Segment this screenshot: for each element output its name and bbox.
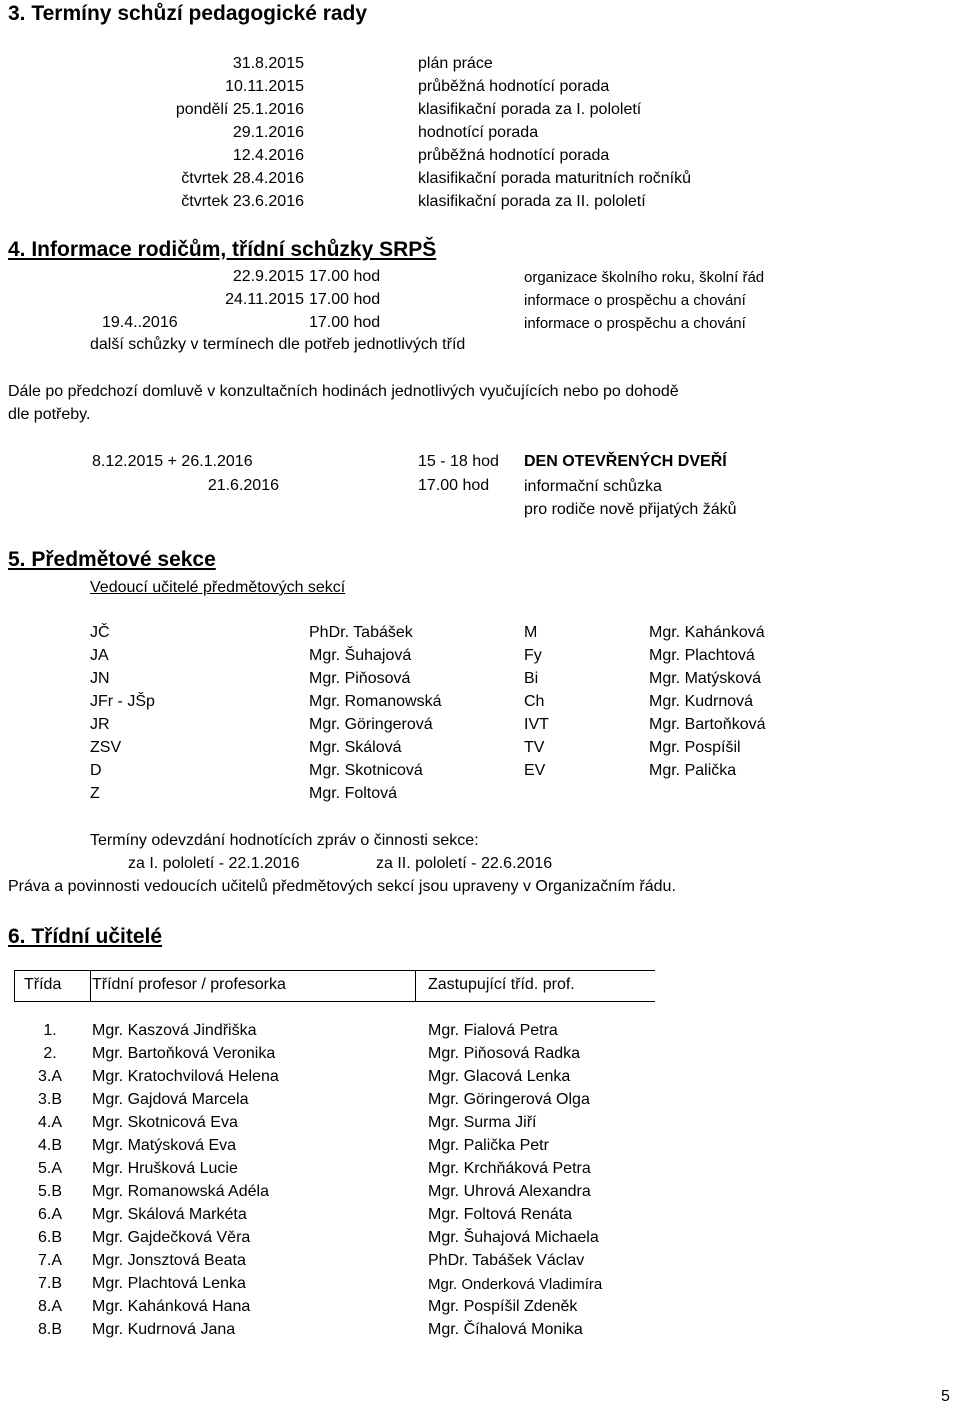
- class-cell: 6.B: [37, 1229, 62, 1246]
- meeting-description: plán práce: [418, 55, 493, 72]
- section-subject: TV: [524, 739, 545, 756]
- class-teacher-cell: Mgr. Gajdečková Věra: [92, 1229, 251, 1246]
- section-6-title: 6. Třídní učitelé: [8, 925, 163, 948]
- parent-meeting-date: 22.9.2015: [232, 268, 304, 285]
- deputy-teacher-cell: Mgr. Pospíšil Zdeněk: [428, 1298, 578, 1315]
- deputy-teacher-cell: Mgr. Palička Petr: [428, 1137, 549, 1154]
- class-teacher-cell: Mgr. Gajdová Marcela: [92, 1091, 249, 1108]
- section-subject: JFr - JŠp: [90, 693, 155, 710]
- section-subject: Fy: [524, 647, 542, 664]
- section-subject: Z: [90, 785, 100, 802]
- further-meetings-note: další schůzky v termínech dle potřeb jednotlivých tříd: [90, 336, 466, 353]
- page-number: 5: [941, 1388, 950, 1405]
- class-cell: 7.A: [37, 1252, 62, 1269]
- section-subject: JČ: [90, 624, 110, 641]
- open-day-label: DEN OTEVŘENÝCH DVEŘÍ: [524, 453, 727, 470]
- section-subject: D: [90, 762, 102, 779]
- section-subject: JR: [90, 716, 110, 733]
- open-day-date: 8.12.2015 + 26.1.2016: [92, 453, 253, 470]
- parent-meeting-date: 19.4..2016: [102, 314, 178, 331]
- info-meeting-label: informační schůzka: [524, 478, 662, 495]
- consultation-paragraph-line2: dle potřeby.: [8, 406, 91, 423]
- section-subject: JA: [90, 647, 109, 664]
- parent-meeting-topic: informace o prospěchu a chování: [524, 315, 746, 332]
- class-teacher-cell: Mgr. Jonsztová Beata: [92, 1252, 246, 1269]
- class-cell: 8.A: [37, 1298, 62, 1315]
- class-cell: 5.A: [37, 1160, 62, 1177]
- meeting-date: čtvrtek 23.6.2016: [181, 193, 304, 210]
- meeting-description: klasifikační porada za I. pololetí: [418, 101, 642, 118]
- deputy-teacher-cell: Mgr. Číhalová Monika: [428, 1321, 583, 1338]
- class-cell: 4.B: [37, 1137, 62, 1154]
- deputy-teacher-cell: Mgr. Onderková Vladimíra: [428, 1276, 603, 1293]
- deputy-teacher-cell: Mgr. Uhrová Alexandra: [428, 1183, 591, 1200]
- meeting-date: 29.1.2016: [232, 124, 304, 141]
- class-cell: 5.B: [37, 1183, 62, 1200]
- meeting-description: hodnotící porada: [418, 124, 539, 141]
- parent-meeting-topic: organizace školního roku, školní řád: [524, 269, 765, 286]
- deputy-teacher-cell: PhDr. Tabášek Václav: [428, 1252, 585, 1269]
- class-teacher-cell: Mgr. Bartoňková Veronika: [92, 1045, 276, 1062]
- header-teacher: Třídní profesor / profesorka: [92, 976, 286, 993]
- class-cell: 1.: [43, 1022, 57, 1039]
- deadline-second-term: za II. pololetí - 22.6.2016: [376, 855, 553, 872]
- section-5-title: 5. Předmětové sekce: [8, 548, 216, 571]
- section-subject: Bi: [524, 670, 539, 687]
- section-leader: Mgr. Piňosová: [309, 670, 411, 687]
- class-teacher-cell: Mgr. Kudrnová Jana: [92, 1321, 236, 1338]
- section-subject: EV: [524, 762, 546, 779]
- section-3-title: 3. Termíny schůzí pedagogické rady: [8, 2, 368, 25]
- deputy-teacher-cell: Mgr. Šuhajová Michaela: [428, 1229, 599, 1246]
- deadline-first-term: za I. pololetí - 22.1.2016: [128, 855, 300, 872]
- section-leader: Mgr. Romanowská: [309, 693, 442, 710]
- deputy-teacher-cell: Mgr. Krchňáková Petra: [428, 1160, 591, 1177]
- section-leader: Mgr. Kudrnová: [649, 693, 754, 710]
- class-teacher-cell: Mgr. Romanowská Adéla: [92, 1183, 269, 1200]
- deputy-teacher-cell: Mgr. Glacová Lenka: [428, 1068, 571, 1085]
- section-leader: Mgr. Matýsková: [649, 670, 762, 687]
- meeting-date: čtvrtek 28.4.2016: [181, 170, 304, 187]
- meeting-date: 10.11.2015: [225, 78, 304, 95]
- deputy-teacher-cell: Mgr. Surma Jiří: [428, 1114, 537, 1131]
- class-cell: 6.A: [37, 1206, 62, 1223]
- meeting-date: 31.8.2015: [232, 55, 304, 72]
- section-leader: Mgr. Palička: [649, 762, 737, 779]
- section-leader: Mgr. Šuhajová: [309, 647, 412, 664]
- deputy-teacher-cell: Mgr. Foltová Renáta: [428, 1206, 573, 1223]
- section-subject: IVT: [524, 716, 549, 733]
- deputy-teacher-cell: Mgr. Fialová Petra: [428, 1022, 558, 1039]
- section-leader: PhDr. Tabášek: [309, 624, 413, 641]
- meeting-description: klasifikační porada maturitních ročníků: [418, 170, 692, 187]
- section-leader: Mgr. Göringerová: [309, 716, 433, 733]
- section-leader: Mgr. Skálová: [309, 739, 402, 756]
- parent-meeting-topic: informace o prospěchu a chování: [524, 292, 746, 309]
- meeting-description: průběžná hodnotící porada: [418, 147, 610, 164]
- section-leader: Mgr. Pospíšil: [649, 739, 741, 756]
- class-cell: 2.: [43, 1045, 57, 1062]
- class-teacher-cell: Mgr. Matýsková Eva: [92, 1137, 237, 1154]
- info-meeting-audience: pro rodiče nově přijatých žáků: [524, 501, 737, 518]
- class-teacher-cell: Mgr. Kahánková Hana: [92, 1298, 251, 1315]
- meeting-description: klasifikační porada za II. pololetí: [418, 193, 646, 210]
- class-teacher-cell: Mgr. Skotnicová Eva: [92, 1114, 238, 1131]
- class-cell: 7.B: [37, 1275, 62, 1292]
- info-meeting-date: 21.6.2016: [207, 477, 279, 494]
- parent-meeting-date: 24.11.2015: [225, 291, 304, 308]
- parent-meeting-time: 17.00 hod: [309, 314, 381, 331]
- section-5-subtitle: Vedoucí učitelé předmětových sekcí: [90, 579, 346, 596]
- class-teacher-cell: Mgr. Skálová Markéta: [92, 1206, 247, 1223]
- parent-meeting-time: 17.00 hod: [309, 291, 381, 308]
- class-teacher-cell: Mgr. Kaszová Jindřiška: [92, 1022, 257, 1039]
- info-meeting-time: 17.00 hod: [418, 477, 490, 494]
- section-subject: JN: [90, 670, 110, 687]
- meeting-description: průběžná hodnotící porada: [418, 78, 610, 95]
- section-leader: Mgr. Bartoňková: [649, 716, 766, 733]
- deputy-teacher-cell: Mgr. Piňosová Radka: [428, 1045, 581, 1062]
- class-teacher-cell: Mgr. Plachtová Lenka: [92, 1275, 246, 1292]
- section-leader: Mgr. Kahánková: [649, 624, 765, 641]
- deadlines-label: Termíny odevzdání hodnotících zpráv o činnosti sekce:: [90, 832, 479, 849]
- section-subject: ZSV: [90, 739, 122, 756]
- class-cell: 4.A: [37, 1114, 62, 1131]
- section-leader: Mgr. Plachtová: [649, 647, 755, 664]
- class-teacher-cell: Mgr. Hrušková Lucie: [92, 1160, 238, 1177]
- open-day-time: 15 - 18 hod: [418, 453, 499, 470]
- class-cell: 3.A: [37, 1068, 62, 1085]
- class-cell: 3.B: [37, 1091, 62, 1108]
- meeting-date: 12.4.2016: [232, 147, 304, 164]
- header-class: Třída: [24, 976, 62, 993]
- section-subject: M: [524, 624, 538, 641]
- deputy-teacher-cell: Mgr. Göringerová Olga: [428, 1091, 590, 1108]
- section-leader: Mgr. Foltová: [309, 785, 398, 802]
- section-subject: Ch: [524, 693, 545, 710]
- class-teacher-cell: Mgr. Kratochvilová Helena: [92, 1068, 279, 1085]
- consultation-paragraph-line1: Dále po předchozí domluvě v konzultačních hodinách jednotlivých vyučujících nebo po dohodě: [8, 383, 679, 400]
- meeting-date: pondělí 25.1.2016: [175, 101, 304, 118]
- class-cell: 8.B: [37, 1321, 62, 1338]
- rights-note: Práva a povinnosti vedoucích učitelů předmětových sekcí jsou upraveny v Organizačním řádu.: [8, 878, 676, 895]
- parent-meeting-time: 17.00 hod: [309, 268, 381, 285]
- section-leader: Mgr. Skotnicová: [309, 762, 423, 779]
- header-deputy: Zastupující tříd. prof.: [428, 976, 575, 993]
- section-4-title: 4. Informace rodičům, třídní schůzky SRPŠ: [8, 238, 437, 261]
